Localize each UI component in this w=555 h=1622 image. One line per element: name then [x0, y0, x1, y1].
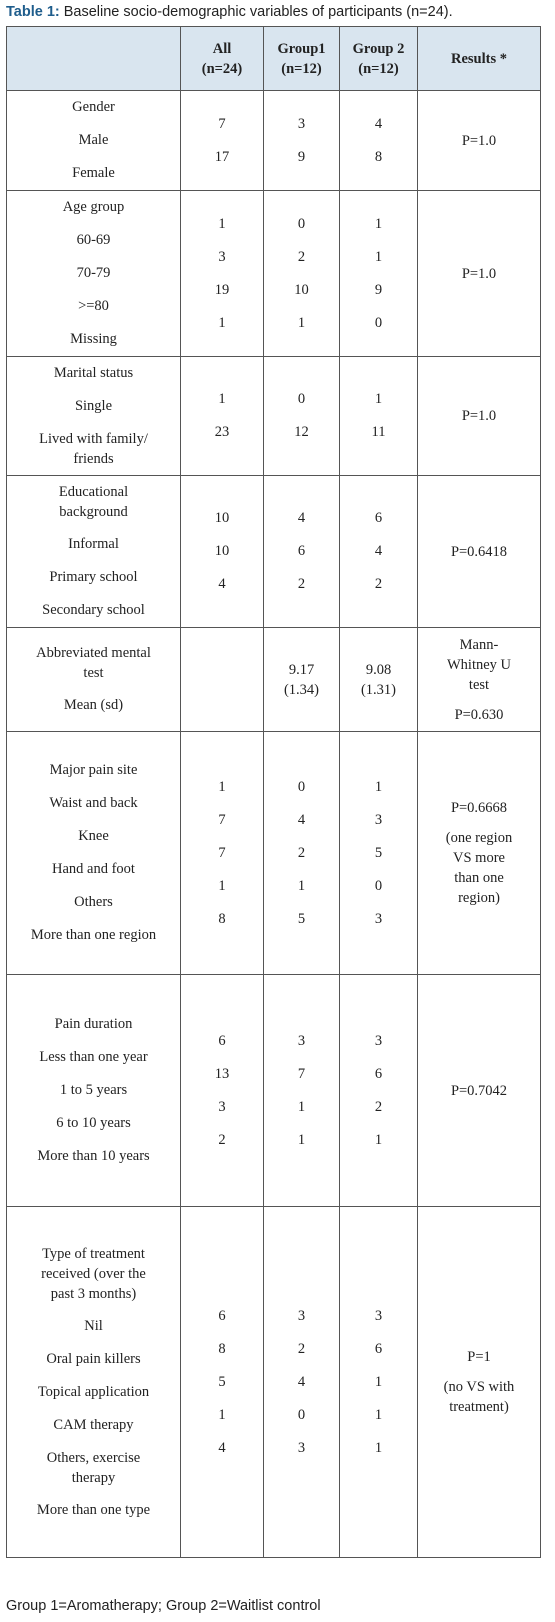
group2-value: 11 — [371, 424, 386, 440]
all-value: 7 — [218, 811, 226, 828]
variable-label — [10, 423, 177, 475]
results-value-line: (no VS with — [443, 1379, 515, 1395]
group2-value: 1 — [374, 1439, 383, 1456]
all-value: 1 — [218, 778, 226, 795]
group1-value: 3 — [297, 1032, 306, 1049]
group1-value: 1 — [297, 314, 306, 331]
all-value: 23 — [214, 424, 230, 440]
variable-label-line: Lived with family/ — [39, 431, 148, 447]
all-cell — [181, 628, 264, 732]
variable-cell — [7, 975, 181, 1207]
group2-cell — [340, 191, 418, 357]
all-value: 3 — [218, 1098, 226, 1115]
group2-cell — [340, 628, 418, 732]
table-footnote: Group 1=Aromatherapy; Group 2=Waitlist control — [6, 1598, 321, 1614]
all-value: 7 — [218, 115, 226, 132]
variable-label: 70-79 — [76, 265, 111, 281]
group2-value — [343, 660, 414, 700]
variable-cell — [7, 628, 181, 732]
group1-value: 1 — [297, 877, 306, 894]
group2-value: 3 — [374, 1307, 383, 1324]
variable-label: Hand and foot — [52, 861, 135, 877]
all-value: 3 — [218, 248, 226, 265]
variable-cell — [7, 91, 181, 191]
table-body — [7, 91, 541, 1558]
variable-label: Secondary school — [42, 602, 145, 618]
variable-label: Age group — [62, 199, 125, 215]
variable-label-line: received (over the — [41, 1265, 146, 1282]
group1-value: 2 — [297, 1340, 306, 1357]
variable-label — [10, 637, 177, 689]
results-cell — [418, 1207, 541, 1558]
group2-value: 3 — [374, 811, 383, 828]
variable-label: Mean (sd) — [63, 697, 124, 713]
table-row — [7, 91, 541, 191]
variable-cell — [7, 732, 181, 975]
variable-label — [10, 1442, 177, 1494]
header-group1: Group1 (n=12) — [264, 27, 340, 91]
all-value: 7 — [218, 844, 226, 861]
all-value: 2 — [218, 1131, 226, 1148]
group2-value: 1 — [374, 391, 383, 407]
header-group2: Group 2 (n=12) — [340, 27, 418, 91]
group2-cell — [340, 732, 418, 975]
results-cell — [418, 732, 541, 975]
group2-value: 3 — [374, 910, 383, 927]
table-row — [7, 975, 541, 1207]
variable-cell — [7, 357, 181, 476]
results-value — [421, 705, 537, 725]
group2-value: 1 — [374, 778, 383, 795]
all-value: 1 — [218, 391, 226, 407]
group2-value: 3 — [374, 1032, 383, 1049]
results-value-line: VS more — [453, 850, 505, 866]
group2-value: 4 — [374, 543, 383, 559]
table-row — [7, 191, 541, 357]
group1-value: 9 — [297, 148, 306, 165]
variable-label: Less than one year — [39, 1049, 148, 1065]
group2-value: 1 — [374, 1373, 383, 1390]
group1-value: 0 — [297, 778, 306, 795]
all-value: 13 — [214, 1065, 230, 1082]
results-cell — [418, 91, 541, 191]
all-cell — [181, 476, 264, 628]
variable-label: Nil — [84, 1317, 103, 1334]
results-cell — [418, 975, 541, 1207]
results-value-line: (one region — [445, 830, 513, 846]
variable-label: Gender — [72, 99, 115, 115]
variable-label: Informal — [68, 536, 119, 552]
variable-label-line: background — [59, 504, 128, 520]
all-cell — [181, 732, 264, 975]
all-value: 5 — [218, 1373, 226, 1390]
all-cell — [181, 191, 264, 357]
group2-value: 0 — [374, 314, 383, 331]
group1-cell — [264, 357, 340, 476]
variable-label: Male — [78, 132, 109, 148]
group1-value: 4 — [297, 811, 306, 828]
group1-value — [267, 660, 336, 700]
variable-cell — [7, 1207, 181, 1558]
results-value-line: Whitney U — [446, 656, 512, 673]
table-row — [7, 732, 541, 975]
all-value: 8 — [218, 1340, 226, 1357]
group1-value: 0 — [297, 391, 306, 407]
group1-value: 1 — [297, 1131, 306, 1148]
variable-label: Primary school — [49, 569, 138, 585]
group1-value: 3 — [297, 1307, 306, 1324]
group2-value-line: 9.08 — [365, 661, 392, 678]
group2-value: 1 — [374, 1131, 383, 1148]
all-value: 8 — [218, 910, 226, 927]
variable-label-line: friends — [73, 451, 114, 467]
table-row — [7, 628, 541, 732]
group2-value: 6 — [374, 1340, 383, 1357]
results-cell — [418, 357, 541, 476]
table-row — [7, 1207, 541, 1558]
results-value-line: Mann- — [459, 636, 499, 653]
group1-cell — [264, 191, 340, 357]
results-value — [421, 798, 537, 818]
variable-label: 60-69 — [76, 232, 111, 248]
all-value: 1 — [218, 1406, 226, 1423]
all-cell — [181, 975, 264, 1207]
group1-value-line: 9.17 — [288, 661, 315, 678]
group1-value: 4 — [297, 1373, 306, 1390]
group2-value: 5 — [374, 844, 383, 861]
variable-label: 1 to 5 years — [59, 1082, 128, 1098]
caption-text: Baseline socio-demographic variables of participants (n=24). — [59, 4, 453, 20]
all-value: 10 — [214, 510, 230, 526]
results-value — [421, 1377, 537, 1417]
results-value: P=0.7042 — [450, 1082, 508, 1099]
all-value: 6 — [218, 1032, 226, 1049]
variable-label: CAM therapy — [53, 1416, 134, 1433]
variable-label: Single — [74, 398, 113, 414]
variable-label-line: therapy — [71, 1469, 116, 1486]
variable-label: Oral pain killers — [46, 1350, 141, 1367]
group1-value: 6 — [297, 543, 306, 559]
all-value: 4 — [218, 1439, 226, 1456]
results-value — [421, 635, 537, 695]
group1-value: 12 — [294, 424, 309, 440]
variable-label: More than 10 years — [37, 1148, 150, 1164]
variable-label-line: past 3 months) — [50, 1285, 137, 1302]
group2-value: 6 — [374, 510, 383, 526]
group1-value: 3 — [297, 1439, 306, 1456]
results-value: P=1.0 — [461, 132, 497, 149]
all-cell — [181, 1207, 264, 1558]
group1-value: 1 — [297, 1098, 306, 1115]
all-value: 19 — [214, 281, 230, 298]
group2-cell — [340, 357, 418, 476]
group2-value: 8 — [374, 148, 383, 165]
group1-value-line: (1.34) — [283, 681, 320, 698]
group2-value: 1 — [374, 248, 383, 265]
header-all: All (n=24) — [181, 27, 264, 91]
group1-cell — [264, 476, 340, 628]
variable-label-line: test — [83, 665, 104, 681]
group2-cell — [340, 975, 418, 1207]
group1-value: 2 — [297, 576, 306, 592]
group1-value: 2 — [297, 844, 306, 861]
variable-label: More than one type — [36, 1501, 151, 1518]
results-value: P=1.0 — [461, 408, 497, 424]
variable-label-line: Others, exercise — [46, 1449, 141, 1466]
all-value: 17 — [214, 148, 230, 165]
group2-value: 1 — [374, 1406, 383, 1423]
variable-label: Waist and back — [49, 795, 138, 811]
variable-label-line: Abbreviated mental — [36, 645, 151, 661]
group1-value: 2 — [297, 248, 306, 265]
group2-cell — [340, 1207, 418, 1558]
group2-value: 1 — [374, 215, 383, 232]
results-value — [421, 828, 537, 908]
group1-cell — [264, 91, 340, 191]
group1-cell — [264, 975, 340, 1207]
variable-label-line: Educational — [58, 484, 129, 500]
variable-label: Pain duration — [54, 1016, 133, 1032]
header-results: Results * — [418, 27, 541, 91]
variable-label: Major pain site — [49, 762, 138, 778]
all-value: 1 — [218, 877, 226, 894]
all-value: 6 — [218, 1307, 226, 1324]
variable-cell — [7, 191, 181, 357]
header-row — [7, 27, 541, 91]
results-value-line: P=0.630 — [454, 706, 504, 723]
group2-value: 6 — [374, 1065, 383, 1082]
results-value-line: P=1 — [467, 1349, 491, 1365]
variable-label: Missing — [70, 331, 117, 347]
all-value: 1 — [218, 215, 226, 232]
variable-label: Topical application — [37, 1383, 150, 1400]
table-row — [7, 476, 541, 628]
variable-label: Marital status — [53, 365, 134, 381]
group1-value: 10 — [294, 281, 309, 298]
group2-value-line: (1.31) — [360, 681, 397, 698]
table-row — [7, 357, 541, 476]
group1-cell — [264, 732, 340, 975]
group2-value: 9 — [374, 281, 383, 298]
group1-cell — [264, 1207, 340, 1558]
group1-cell — [264, 628, 340, 732]
variable-label — [10, 1238, 177, 1310]
variable-label: 6 to 10 years — [56, 1115, 131, 1131]
results-value: P=0.6418 — [450, 543, 508, 560]
variable-label: More than one region — [30, 927, 157, 943]
results-value-line: test — [468, 676, 490, 693]
group1-value: 4 — [297, 510, 306, 526]
group1-value: 7 — [297, 1065, 306, 1082]
variable-label — [10, 476, 177, 528]
caption-label: Table 1: — [6, 4, 60, 20]
group2-cell — [340, 476, 418, 628]
all-value: 10 — [214, 543, 230, 559]
all-value: 4 — [218, 576, 226, 592]
all-cell — [181, 91, 264, 191]
group2-cell — [340, 91, 418, 191]
results-cell — [418, 476, 541, 628]
group2-value: 0 — [374, 877, 383, 894]
group1-value: 0 — [297, 1406, 306, 1423]
baseline-table — [6, 26, 541, 1558]
results-cell — [418, 628, 541, 732]
variable-cell — [7, 476, 181, 628]
group1-value: 0 — [297, 215, 306, 232]
table-caption — [6, 4, 551, 20]
results-value: P=1.0 — [461, 265, 497, 282]
results-value — [421, 1347, 537, 1367]
all-cell — [181, 357, 264, 476]
group1-value: 3 — [297, 115, 306, 132]
variable-label: Knee — [78, 828, 109, 844]
results-cell — [418, 191, 541, 357]
group2-value: 4 — [374, 115, 383, 132]
results-value-line: than one — [454, 870, 504, 886]
variable-label: Female — [72, 165, 115, 181]
results-value-line: region) — [458, 890, 500, 906]
variable-label-line: Type of treatment — [42, 1245, 145, 1262]
group2-value: 2 — [374, 1098, 383, 1115]
results-value-line: treatment) — [449, 1399, 509, 1415]
all-value: 1 — [218, 314, 226, 331]
group1-value: 5 — [297, 910, 306, 927]
variable-label: Others — [74, 894, 113, 910]
header-variable — [7, 27, 181, 91]
variable-label: >=80 — [78, 298, 109, 314]
results-value-line: P=0.6668 — [450, 800, 508, 816]
group2-value: 2 — [374, 576, 383, 592]
